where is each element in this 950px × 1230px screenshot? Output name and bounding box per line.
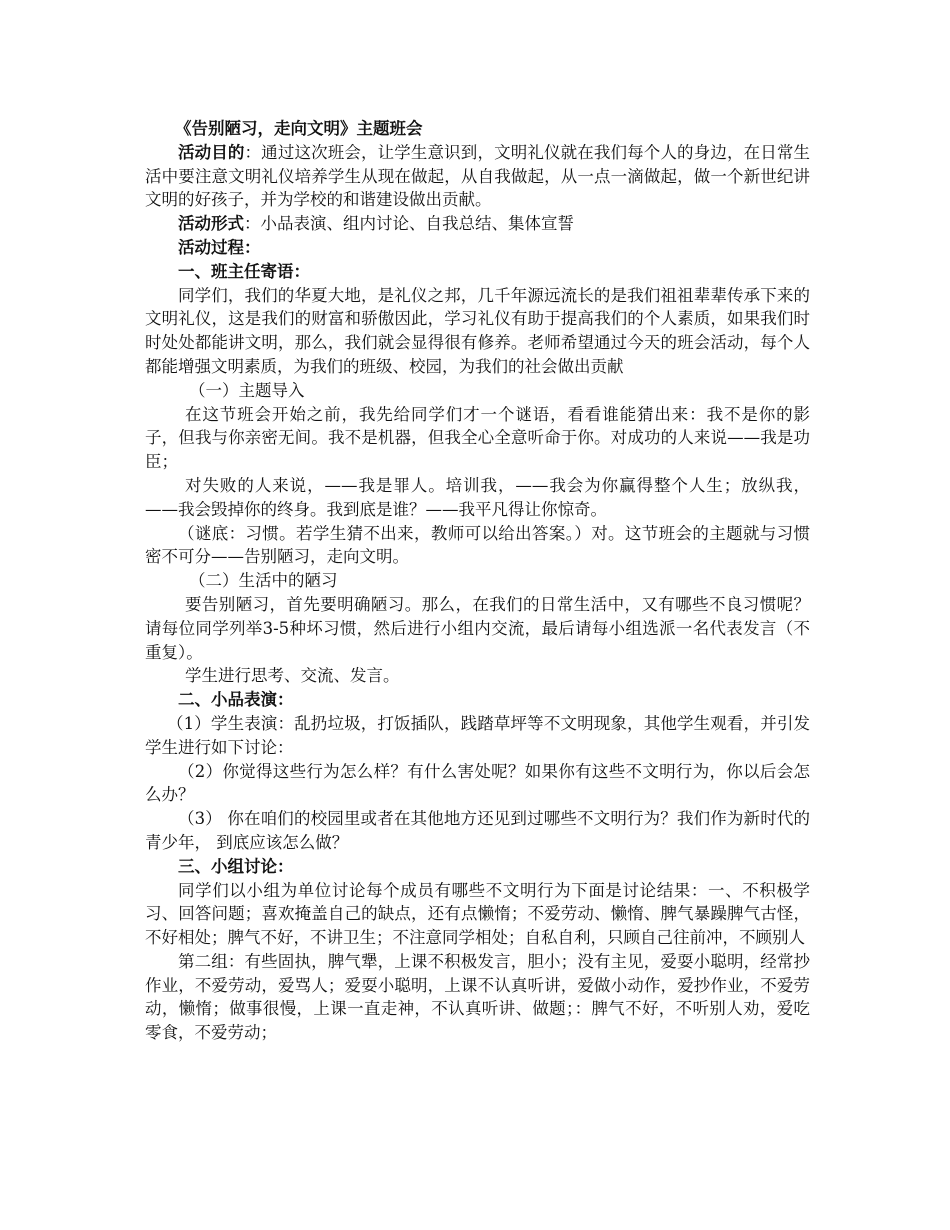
section-1-heading: 一、班主任寄语： [178, 261, 310, 281]
section-2-paragraph-2: （2）你觉得这些行为怎么样？有什么害处呢？如果你有这些不文明行为，你以后会怎么办？ [145, 761, 810, 805]
subsection-2-heading: （二）生活中的陋习 [189, 571, 338, 591]
section-2-paragraph-1: （1）学生表演：乱扔垃圾，打饭插队，践踏草坪等不文明现象，其他学生观看，并引发学生进行如下讨论： [145, 713, 810, 757]
section-3-heading: 三、小组讨论： [178, 856, 294, 876]
document-page [145, 117, 810, 1045]
form-label: 活动形式 [178, 214, 244, 234]
subsection-1-heading: （一）主题导入 [189, 380, 305, 400]
section-2-paragraph-3: （3） 你在咱们的校园里或者在其他地方还见到过哪些不文明行为？我们作为新时代的青少年， 到底应该怎么做？ [145, 809, 810, 852]
activity-form [145, 212, 810, 236]
subsection-1-paragraph-3: （谜底：习惯。若学生猜不出来，教师可以给出答案。）对。这节班会的主题就与习惯密不可分——告别陋习，走向文明。 [145, 523, 810, 567]
subsection-2-paragraph-2: 学生进行思考、交流、发言。 [185, 666, 400, 686]
section-3-paragraph-1: 同学们以小组为单位讨论每个成员有哪些不文明行为下面是讨论结果：一、不积极学习、回答问题；喜欢掩盖自己的缺点，还有点懒惰；不爱劳动、懒惰、脾气暴躁脾气古怪，不好相处；脾气不好，不讲卫生；不注意同学相处；自私自利，只顾自己往前冲，不顾别人 [145, 880, 810, 948]
purpose-text: ：通过这次班会，让学生意识到，文明礼仪就在我们每个人的身边，在日常生活中要注意文明礼仪培养学生从现在做起，从自我做起，从一点一滴做起，做一个新世纪讲文明的好孩子，并为学校的和谐建设做出贡献。 [145, 142, 811, 210]
purpose-label: 活动目的 [178, 142, 245, 162]
subsection-2-paragraph-1: 要告别陋习，首先要明确陋习。那么，在我们的日常生活中，又有哪些不良习惯呢？请每位同学列举3-5种坏习惯，然后进行小组内交流，最后请每小组选派一名代表发言（不重复）。 [145, 594, 810, 662]
form-text: ：小品表演、组内讨论、自我总结、集体宣誓 [244, 214, 574, 234]
subsection-1-paragraph-1: 在这节班会开始之前，我先给同学们才一个谜语，看看谁能猜出来：我不是你的影子，但我与你亲密无间。我不是机器，但我全心全意听命于你。对成功的人来说——我是功臣； [145, 404, 810, 472]
section-2-heading: 二、小品表演： [178, 690, 294, 710]
activity-purpose [145, 141, 810, 212]
subsection-1-paragraph-2: 对失败的人来说，——我是罪人。培训我，——我会为你赢得整个人生；放纵我，——我会毁掉你的终身。我到底是谁？——我平凡得让你惊奇。 [145, 475, 810, 519]
document-title: 《告别陋习，走向文明》主题班会 [175, 119, 423, 138]
process-heading: 活动过程： [178, 237, 261, 257]
section-3-paragraph-2: 第二组：有些固执，脾气犟，上课不积极发言，胆小；没有主见，爱耍小聪明，经常抄作业，不爱劳动，爱骂人；爱耍小聪明，上课不认真听讲，爱做小动作，爱抄作业，不爱劳动，懒惰；做事很慢，上课一直走神，不认真听讲、做题；：脾气不好，不听别人劝，爱吃零食，不爱劳动； [145, 951, 810, 1043]
section-1-paragraph: 同学们，我们的华夏大地，是礼仪之邦，几千年源远流长的是我们祖祖辈辈传承下来的文明礼仪，这是我们的财富和骄傲因此，学习礼仪有助于提高我们的个人素质，如果我们时时处处都能讲文明，那么，我们就会显得很有修养。老师希望通过今天的班会活动，每个人都能增强文明素质，为我们的班级、校园，为我们的社会做出贡献 [145, 285, 810, 376]
